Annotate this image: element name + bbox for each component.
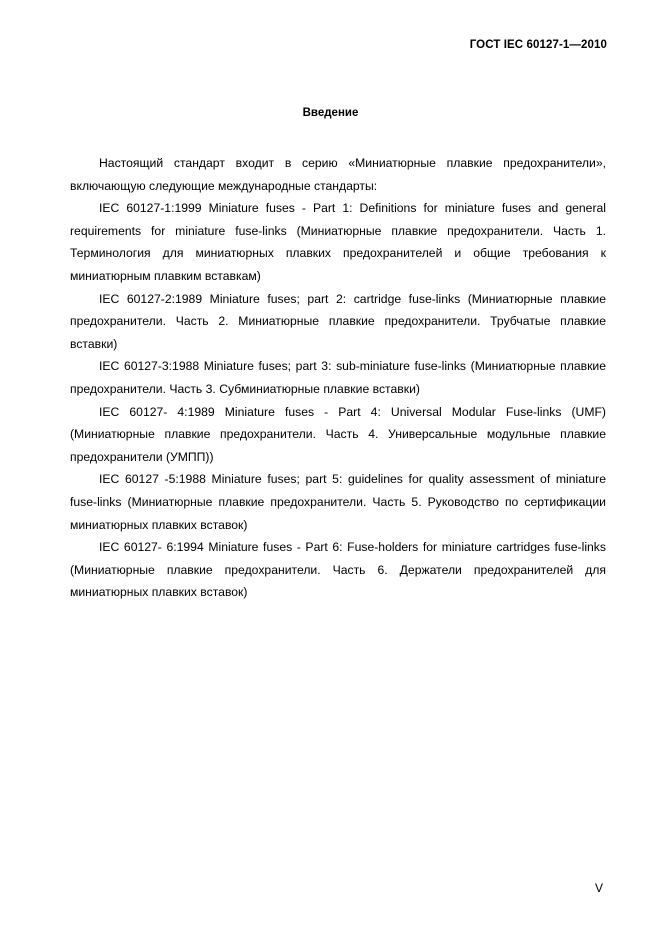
section-title: Введение	[302, 107, 359, 119]
paragraph-iec-60127-4: IEC 60127- 4:1989 Miniature fuses - Part 4: Universal Modular Fuse-links (UMF) (Миниатюрные плавкие предохранители. Часть 4. Универсальные модульные плавкие предохранители (УМПП))	[70, 404, 606, 464]
paragraph-iec-60127-3: IEC 60127-3:1988 Miniature fuses; part 3: sub-miniature fuse-links (Миниатюрные плавкие предохранители. Часть 3. Субминиатюрные плавкие вставки)	[70, 359, 606, 396]
paragraph-iec-60127-1: IEC 60127-1:1999 Miniature fuses - Part 1: Definitions for miniature fuses and general requirements for miniature fuse-links (Миниатюрные плавкие предохранители. Часть 1. Терминология для миниатюрных плавких предохранителей и общие требования к миниатюрным плавким вставкам)	[70, 201, 606, 283]
paragraph-iec-60127-2: IEC 60127-2:1989 Miniature fuses; part 2: cartridge fuse-links (Миниатюрные плавкие предохранители. Часть 2. Миниатюрные плавкие предохранители. Трубчатые плавкие вставки)	[70, 291, 606, 351]
paragraph-intro: Настоящий стандарт входит в серию «Миниатюрные плавкие предохранители», включающую следующие международные стандарты:	[70, 156, 606, 193]
paragraph-iec-60127-6: IEC 60127- 6:1994 Miniature fuses - Part 6: Fuse-holders for miniature cartridges fuse-links (Миниатюрные плавкие предохранители. Часть 6. Держатели предохранителей для миниатюрных плавких вставок)	[70, 540, 606, 600]
page-number: V	[594, 881, 603, 895]
body-text	[70, 152, 606, 604]
paragraph-iec-60127-5: IEC 60127 -5:1988 Miniature fuses; part 5: guidelines for quality assessment of miniature fuse-links (Миниатюрные плавкие предохранители. Часть 5. Руководство по сертификации миниатюрных плавких вставок)	[70, 472, 606, 532]
document-code: ГОСТ IEC 60127-1—2010	[469, 39, 607, 51]
